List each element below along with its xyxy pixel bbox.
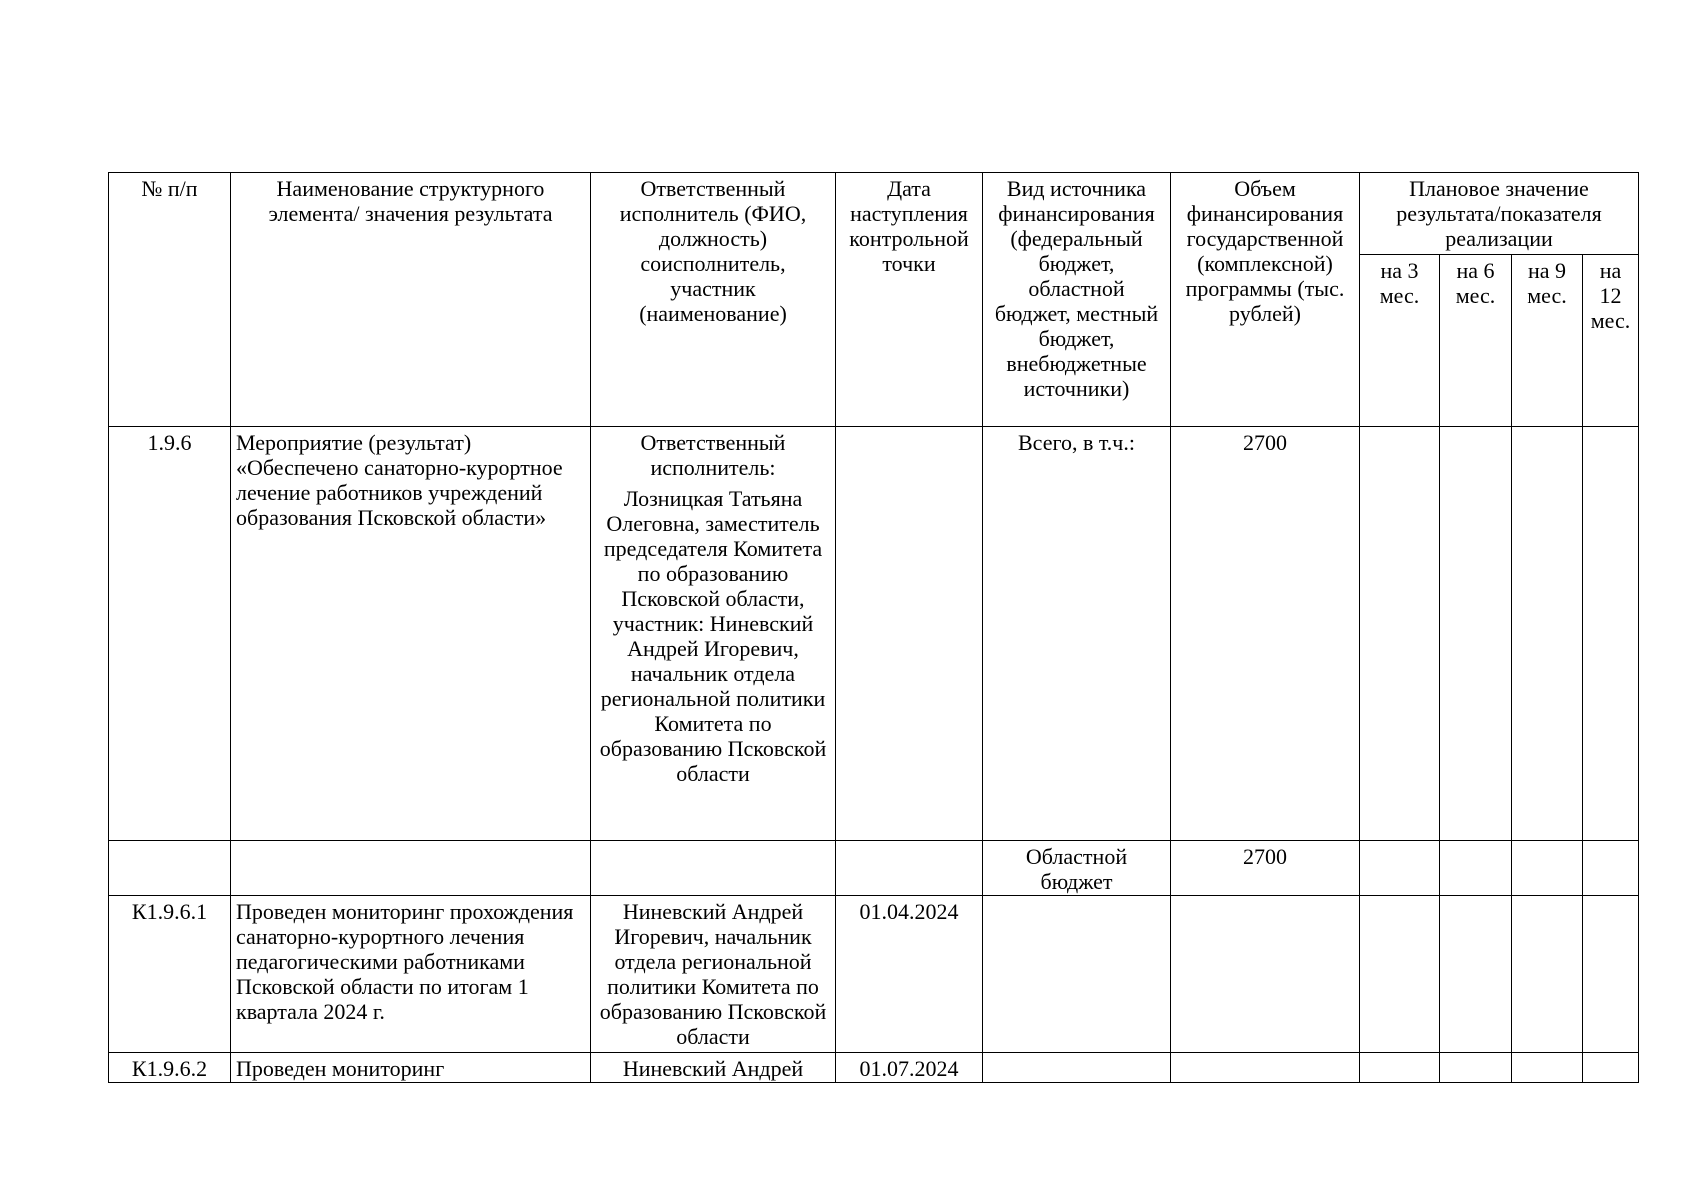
header-row (109, 173, 1639, 255)
row-plan-6m (1440, 427, 1512, 841)
row-plan-9m (1512, 1053, 1583, 1083)
row-name (231, 841, 591, 896)
header-9m: на 9 мес. (1512, 255, 1583, 427)
row-plan-12m (1583, 1053, 1639, 1083)
row-plan-9m (1512, 427, 1583, 841)
row-plan-6m (1440, 841, 1512, 896)
row-date (836, 841, 983, 896)
row-responsible: Нинeвский Андрей (591, 1053, 836, 1083)
header-3m: на 3 мес. (1360, 255, 1440, 427)
responsible-body: Лозницкая Татьяна Олеговна, заместитель председателя Комитета по образованию Псковской области, участник: Нинeвский Андрей Игоревич, начальник отдела региональной политики Комитета по образованию Псковской области (599, 486, 827, 786)
row-responsible (591, 427, 836, 841)
header-num: № п/п (109, 173, 231, 427)
header-12m: на 12 мес. (1583, 255, 1639, 427)
row-source (983, 896, 1171, 1053)
responsible-title: Ответственный исполнитель: (640, 430, 786, 480)
row-plan-3m (1360, 427, 1440, 841)
row-plan-12m (1583, 427, 1639, 841)
row-plan-12m (1583, 896, 1639, 1053)
row-num: К1.9.6.2 (109, 1053, 231, 1083)
row-plan-9m (1512, 896, 1583, 1053)
row-plan-3m (1360, 841, 1440, 896)
row-plan-6m (1440, 1053, 1512, 1083)
header-6m: на 6 мес. (1440, 255, 1512, 427)
header-source: Вид источника финансирования (федеральный бюджет, областной бюджет, местный бюджет, внебюджетные источники) (983, 173, 1171, 427)
row-source (983, 1053, 1171, 1083)
header-volume: Объем финансирования государственной (комплексной) программы (тыс. рублей) (1171, 173, 1360, 427)
row-plan-12m (1583, 841, 1639, 896)
row-plan-3m (1360, 896, 1440, 1053)
row-volume (1171, 1053, 1360, 1083)
row-volume (1171, 896, 1360, 1053)
plan-table (108, 172, 1639, 1083)
row-source: Всего, в т.ч.: (983, 427, 1171, 841)
row-volume: 2700 (1171, 841, 1360, 896)
row-name: Мероприятие (результат) «Обеспечено санаторно-курортное лечение работников учреждений образования Псковской области» (231, 427, 591, 841)
row-date: 01.04.2024 (836, 896, 983, 1053)
row-source: Областной бюджет (983, 841, 1171, 896)
table-row (109, 427, 1639, 841)
row-plan-3m (1360, 1053, 1440, 1083)
row-name: Проведен мониторинг прохождения санаторно-курортного лечения педагогическими работниками Псковской области по итогам 1 квартала 2024 г. (231, 896, 591, 1053)
header-responsible: Ответственный исполнитель (ФИО, должность) соисполнитель, участник (наименование) (591, 173, 836, 427)
row-responsible: Нинeвский Андрей Игоревич, начальник отдела региональной политики Комитета по образованию Псковской области (591, 896, 836, 1053)
row-volume: 2700 (1171, 427, 1360, 841)
row-date (836, 427, 983, 841)
header-plan: Плановое значение результата/показателя реализации (1360, 173, 1639, 255)
table-row (109, 1053, 1639, 1083)
row-responsible (591, 841, 836, 896)
table-row (109, 841, 1639, 896)
row-plan-9m (1512, 841, 1583, 896)
row-name: Проведен мониторинг (231, 1053, 591, 1083)
row-num: К1.9.6.1 (109, 896, 231, 1053)
table-row (109, 896, 1639, 1053)
row-num: 1.9.6 (109, 427, 231, 841)
row-num (109, 841, 231, 896)
header-date: Дата наступления контрольной точки (836, 173, 983, 427)
header-name: Наименование структурного элемента/ значения результата (231, 173, 591, 427)
row-date: 01.07.2024 (836, 1053, 983, 1083)
row-plan-6m (1440, 896, 1512, 1053)
